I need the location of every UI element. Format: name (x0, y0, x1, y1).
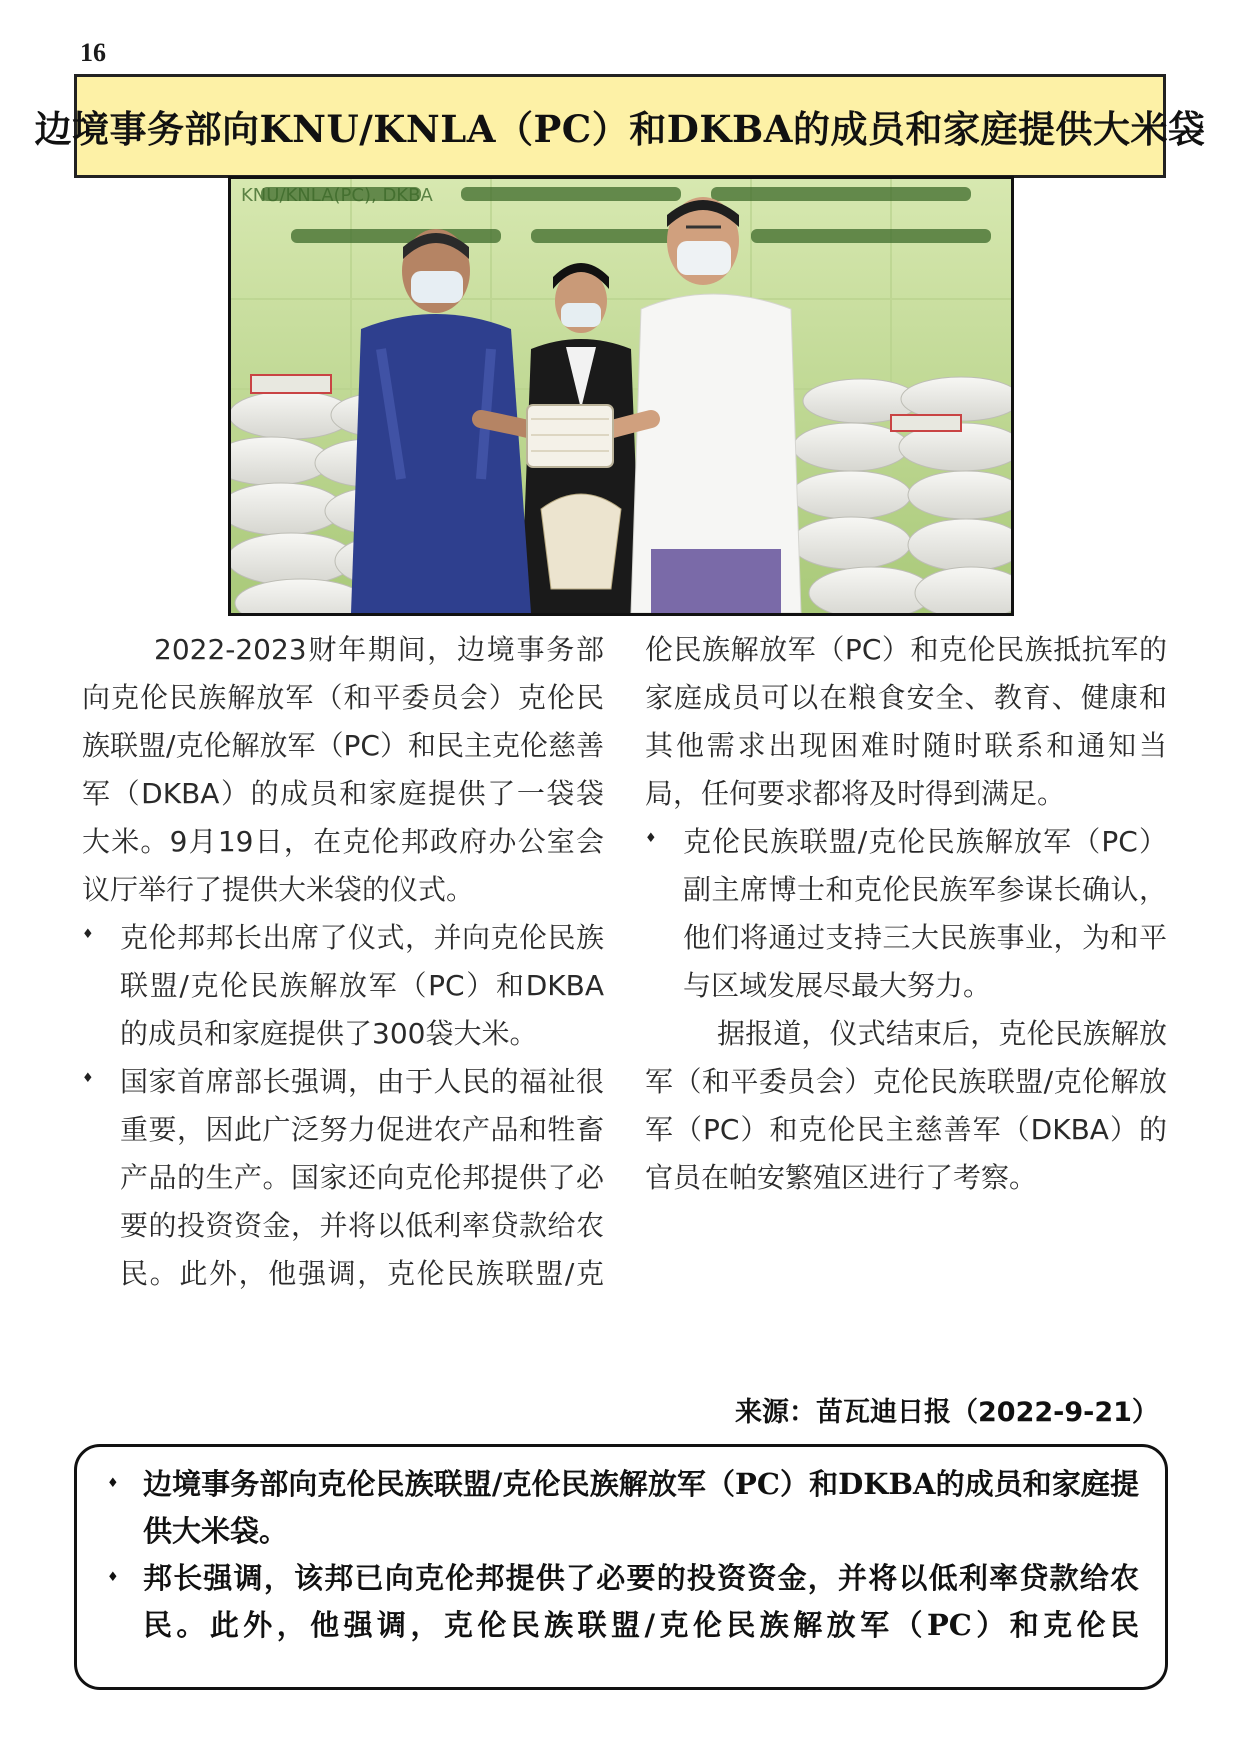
ceremony-photo (228, 176, 1014, 616)
left-column (82, 626, 604, 1298)
right-column (645, 626, 1167, 1202)
continued-paragraph: 伦民族解放军（PC）和克伦民族抵抗军的家庭成员可以在粮食安全、教育、健康和其他需求出现困难时随时联系和通知当局，任何要求都将及时得到满足。 (645, 633, 1167, 810)
banner-text: KNU/KNLA(PC), DKBA (241, 185, 433, 206)
page-number: 16 (80, 38, 106, 67)
summary-item-1: ♦ 边境事务部向克伦民族联盟/克伦民族解放军（PC）和DKBA的成员和家庭提供大米袋。 (103, 1461, 1139, 1555)
page-title: 边境事务部向KNU/KNLA（PC）和DKBA的成员和家庭提供大米袋 (34, 107, 1206, 151)
title-box (34, 74, 1206, 178)
bullet-vice-chairman: ♦ 克伦民族联盟/克伦民族解放军（PC）副主席博士和克伦民族军参谋长确认，他们将通过支持三大民族事业，为和平与区域发展尽最大努力。 (645, 818, 1167, 1010)
rice-bag-handover (527, 405, 613, 467)
closing-paragraph: 据报道，仪式结束后，克伦民族解放军（和平委员会）克伦民族联盟/克伦解放军（PC）和克伦民主慈善军（DKBA）的官员在帕安繁殖区进行了考察。 (645, 1017, 1167, 1194)
bullet-governor: ♦ 克伦邦邦长出席了仪式，并向克伦民族联盟/克伦民族解放军（PC）和DKBA的成员和家庭提供了300袋大米。 (82, 914, 604, 1058)
summary-box (74, 1444, 1168, 1690)
ceremony-photo-illustration (231, 179, 1011, 613)
source-citation: 来源：苗瓦迪日报（2022-9-21） (735, 1397, 1159, 1428)
summary-item-2: ♦ 邦长强调，该邦已向克伦邦提供了必要的投资资金，并将以低利率贷款给农民。此外，他强调，克伦民族联盟/克伦民族解放军（PC）和克伦民 (103, 1555, 1139, 1649)
intro-paragraph: 2022-2023财年期间，边境事务部向克伦民族解放军（和平委员会）克伦民族联盟/克伦解放军（PC）和民主克伦慈善军（DKBA）的成员和家庭提供了一袋袋大米。9月19日，在克伦邦政府办公室会议厅举行了提供大米袋的仪式。 (82, 633, 604, 906)
rice-sacks-right (791, 377, 1011, 613)
bullet-chief-minister: ♦ 国家首席部长强调，由于人民的福祉很重要，因此广泛努力促进农产品和牲畜产品的生产。国家还向克伦邦提供了必要的投资资金，并将以低利率贷款给农民。此外，他强调，克伦民族联盟/克 (82, 1058, 604, 1298)
